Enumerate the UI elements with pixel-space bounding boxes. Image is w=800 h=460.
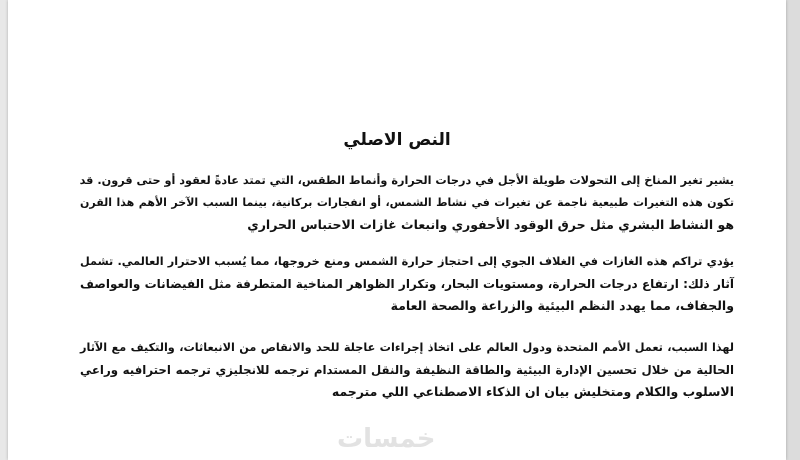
document-title: النص الاصلي [343, 130, 451, 150]
paragraph-2 [80, 251, 734, 317]
paragraph-1 [80, 170, 734, 236]
paragraph-line: آثار ذلك: ارتفاع درجات الحرارة، ومستويات البحار، وتكرار الظواهر المناخية المتطرفة مثل الفيضانات والعواصف [80, 277, 734, 291]
window-edge [786, 0, 800, 460]
watermark-text: خمسات [337, 424, 436, 454]
watermark-logo [337, 424, 436, 454]
paragraph-line: الاسلوب والكلام ومتخليش بيان ان الذكاء الاصطناعي اللي مترجمه [331, 384, 734, 399]
paragraph-line: لهذا السبب، تعمل الأمم المتحدة ودول العالم على اتخاذ إجراءات عاجلة للحد والانقاص من الانبعاثات، والتكيف مع الآثار [80, 341, 734, 354]
paragraph-line: يشير تغير المناخ إلى التحولات طويلة الأجل في درجات الحرارة وأنماط الطقس، التي تمتد عادةً لعقود أو حتى قرون. قد [79, 174, 734, 187]
paragraph-line: الحالية من خلال تحسين الإدارة البيئية والطاقة النظيفة والنقل المستدام ترجمه للانجليزي ترجمه احترافيه وراعي [80, 363, 734, 377]
paragraph-line: يؤدي تراكم هذه الغازات في الغلاف الجوي إلى احتجاز حرارة الشمس ومنع خروجها، مما يُسبب الاحترار العالمي. تشمل [80, 255, 734, 268]
document-page [8, 0, 786, 460]
paragraph-3 [80, 337, 734, 403]
paragraph-line: هو النشاط البشري مثل حرق الوقود الأحفوري وانبعاث غازات الاحتباس الحراري [247, 217, 734, 232]
paragraph-line: تكون هذه التغيرات طبيعية ناجمة عن تغيرات في نشاط الشمس، أو انفجارات بركانية، بينما السبب الآخر الأهم هذا القرن [80, 196, 734, 209]
paragraph-line: والجفاف، مما يهدد النظم البيئية والزراعة والصحة العامة [390, 298, 734, 313]
